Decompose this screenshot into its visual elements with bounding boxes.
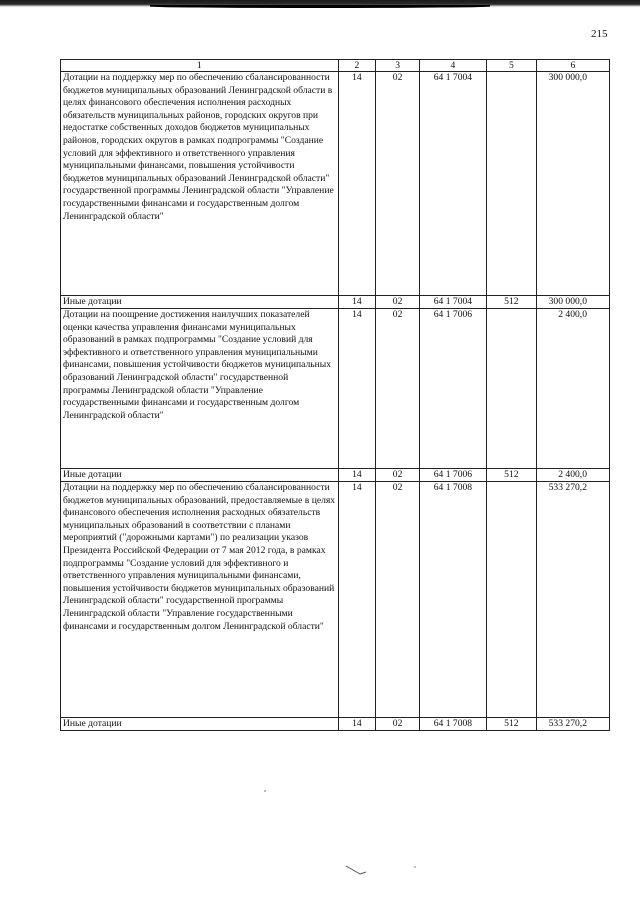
table-row — [61, 718, 610, 731]
row-amount: 2 400,0 — [536, 469, 609, 482]
row-description: Иные дотации — [61, 469, 339, 482]
row-section: 14 — [338, 718, 376, 731]
row-description: Дотации на поддержку мер по обеспечению сбалансированности бюджетов муниципальных образований Ленинградской области в целях финансового обеспечения исполнения расходных обязательств муниципальных районов, городских округов при недостатке собственных доходов бюджетов муниципальных районов, городских округов в рамках подпрограммы "Создание условий для эффективного и ответственного управления муниципальными финансами, повышения устойчивости бюджетов муниципальных образований Ленинградской области" государственной программы Ленинградской области "Управление государственными финансами и государственным долгом Ленинградской области" — [61, 72, 339, 296]
row-amount: 533 270,2 — [536, 482, 609, 718]
row-target-article: 64 1 7008 — [420, 482, 487, 718]
row-target-article: 64 1 7004 — [420, 296, 487, 309]
row-subsection: 02 — [376, 482, 420, 718]
page-number: 215 — [591, 28, 608, 40]
row-amount: 533 270,2 — [536, 718, 609, 731]
row-section: 14 — [338, 482, 376, 718]
row-expense-type — [486, 309, 536, 469]
row-description: Иные дотации — [61, 296, 339, 309]
row-description: Дотации на поощрение достижения наилучших показателей оценки качества управления финансами муниципальных образований в рамках подпрограммы "Создание условий для эффективного и ответственного управления муниципальными финансами, повышения устойчивости бюджетов муниципальных образований Ленинградской области" государственной программы Ленинградской области "Управление государственными финансами и государственным долгом Ленинградской области" — [61, 309, 339, 469]
header-col-3: 3 — [376, 60, 420, 72]
scan-top-shadow — [150, 5, 490, 8]
budget-table — [60, 59, 610, 731]
row-subsection: 02 — [376, 296, 420, 309]
row-target-article: 64 1 7008 — [420, 718, 487, 731]
table-header-row — [61, 60, 610, 72]
header-col-2: 2 — [338, 60, 376, 72]
header-col-5: 5 — [486, 60, 536, 72]
row-expense-type: 512 — [486, 469, 536, 482]
table-row — [61, 296, 610, 309]
table-row — [61, 309, 610, 469]
row-section: 14 — [338, 296, 376, 309]
scan-speck-dot — [262, 788, 268, 794]
header-col-6: 6 — [536, 60, 609, 72]
row-amount: 300 000,0 — [536, 296, 609, 309]
scan-speck-dot — [412, 864, 418, 870]
row-expense-type: 512 — [486, 296, 536, 309]
row-target-article: 64 1 7006 — [420, 309, 487, 469]
header-col-4: 4 — [420, 60, 487, 72]
table-row — [61, 469, 610, 482]
row-target-article: 64 1 7006 — [420, 469, 487, 482]
row-amount: 300 000,0 — [536, 72, 609, 296]
row-subsection: 02 — [376, 469, 420, 482]
row-section: 14 — [338, 309, 376, 469]
row-subsection: 02 — [376, 72, 420, 296]
header-col-1: 1 — [61, 60, 339, 72]
row-section: 14 — [338, 72, 376, 296]
row-description: Дотации на поддержку мер по обеспечению сбалансированности бюджетов муниципальных образований, предоставляемые в целях финансового обеспечения исполнения расходных обязательств муниципальных образований в соответствии с планами мероприятий ("дорожными картами") по реализации указов Президента Российской Федерации от 7 мая 2012 года, в рамках подпрограммы "Создание условий для эффективного и ответственного управления муниципальными финансами, повышения устойчивости бюджетов муниципальных образований Ленинградской области" государственной программы Ленинградской области "Управление государственными финансами и государственным долгом Ленинградской области" — [61, 482, 339, 718]
row-subsection: 02 — [376, 718, 420, 731]
row-subsection: 02 — [376, 309, 420, 469]
table-row — [61, 482, 610, 718]
row-expense-type: 512 — [486, 718, 536, 731]
row-expense-type — [486, 482, 536, 718]
row-amount: 2 400,0 — [536, 309, 609, 469]
table-row — [61, 72, 610, 296]
row-target-article: 64 1 7004 — [420, 72, 487, 296]
row-expense-type — [486, 72, 536, 296]
row-section: 14 — [338, 469, 376, 482]
row-description: Иные дотации — [61, 718, 339, 731]
scan-speck-mark — [340, 860, 380, 884]
